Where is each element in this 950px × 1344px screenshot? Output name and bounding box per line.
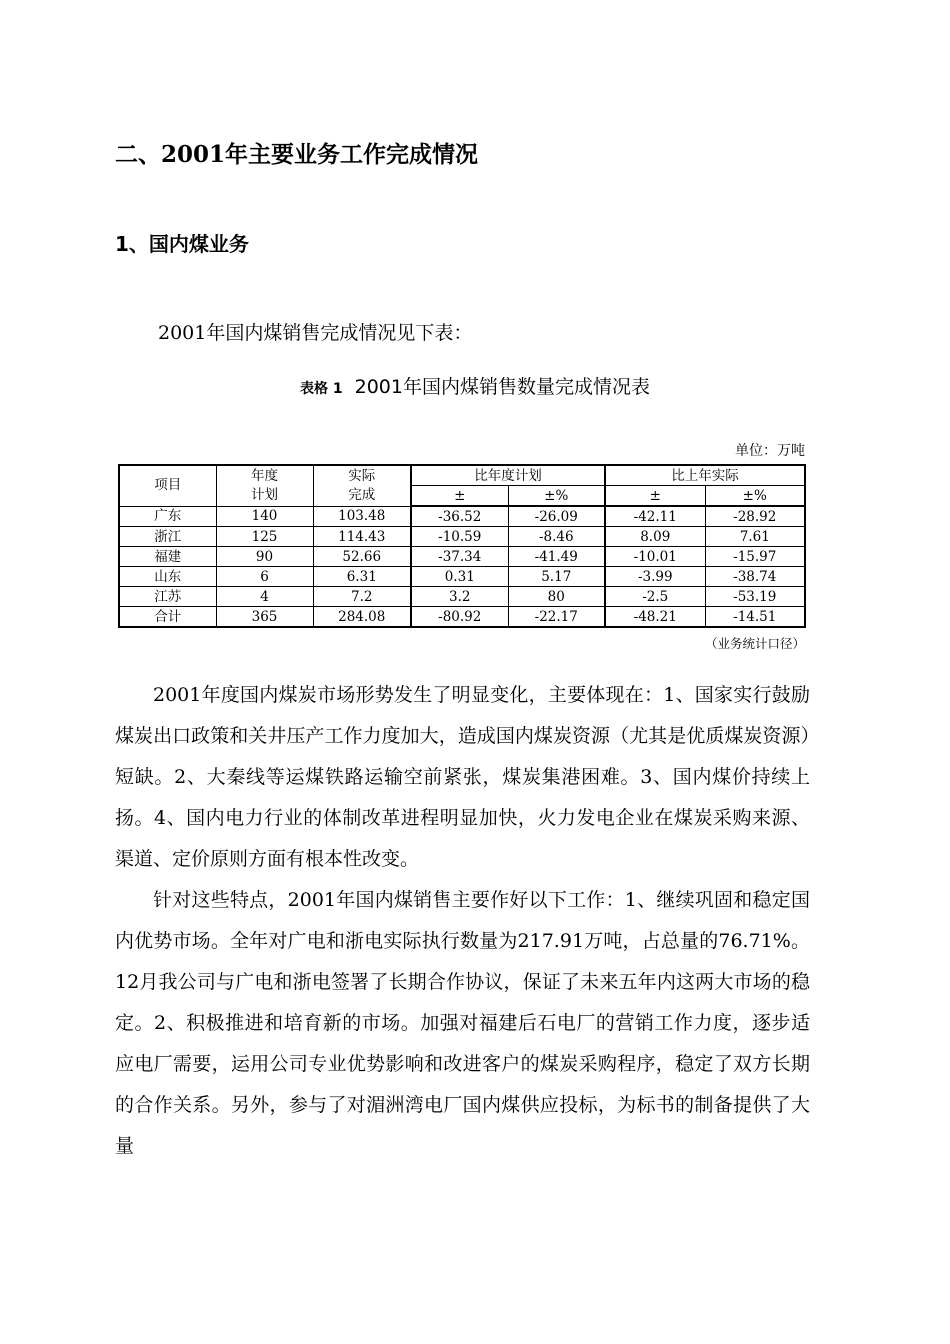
paragraph: 针对这些特点，2001年国内煤销售主要作好以下工作：1、继续巩固和稳定国内优势市场。全年对广电和浙电实际执行数量为217.91万吨，占总量的76.71%。12月我公司与广电和浙电签署了长期合作协议，保证了未来五年内这两大市场的稳定。2、积极推进和培育新的市场。加强对福建后石电厂的营销工作力度，逐步适应电厂需要，运用公司专业优势影响和改进客户的煤炭采购程序，稳定了双方长期的合作关系。另外，参与了对湄洲湾电厂国内煤供应投标，为标书的制备提供了大量 [115,889,810,1157]
table-caption-label: 表格 1 [300,381,343,397]
row-label-cell: 山东 [119,567,216,587]
header-pm: ± [605,486,705,507]
table-cell: -48.21 [605,607,705,628]
table-cell: -28.92 [705,506,805,527]
unit-label: 单位：万吨 [735,443,805,459]
table-cell: 284.08 [313,607,411,628]
header-pm: ± [411,486,508,507]
header-pm-pct: ±% [705,486,805,507]
row-label-cell: 浙江 [119,527,216,547]
table-cell: -36.52 [411,506,508,527]
table-cell: 6 [216,567,313,587]
table-row [119,607,805,628]
table-cell: -80.92 [411,607,508,628]
table-cell: -8.46 [508,527,605,547]
row-label-cell: 广东 [119,506,216,527]
table-cell: -10.59 [411,527,508,547]
body-text [115,675,810,1167]
table-cell: 125 [216,527,313,547]
table-cell: -22.17 [508,607,605,628]
header-pm-pct: ±% [508,486,605,507]
header-vs-last-year: 比上年实际 [605,465,805,486]
table-cell: 365 [216,607,313,628]
section-heading: 二、2001年主要业务工作完成情况 [115,141,479,168]
table-row [119,547,805,567]
table-row [119,587,805,607]
table-cell: 7.2 [313,587,411,607]
table-cell: 8.09 [605,527,705,547]
paragraph: 2001年度国内煤炭市场形势发生了明显变化，主要体现在：1、国家实行鼓励煤炭出口政策和关井压产工作力度加大，造成国内煤炭资源（尤其是优质煤炭资源）短缺。2、大秦线等运煤铁路运输空前紧张，煤炭集港困难。3、国内煤价持续上扬。4、国内电力行业的体制改革进程明显加快，火力发电企业在煤炭采购来源、渠道、定价原则方面有根本性改变。 [115,684,810,870]
table-cell: 114.43 [313,527,411,547]
table-caption [0,372,950,399]
table-cell: -41.49 [508,547,605,567]
table-cell: -37.34 [411,547,508,567]
table-cell: -3.99 [605,567,705,587]
table-cell: -38.74 [705,567,805,587]
intro-text: 2001年国内煤销售完成情况见下表： [158,322,473,344]
table-caption-title: 2001年国内煤销售数量完成情况表 [354,376,650,398]
table-cell: -42.11 [605,506,705,527]
table-cell: 5.17 [508,567,605,587]
header-plan: 年度 计划 [216,465,313,506]
table-cell: 4 [216,587,313,607]
table-cell: 140 [216,506,313,527]
subsection-heading: 1、国内煤业务 [115,232,249,256]
source-note: （业务统计口径） [704,636,805,651]
table-row [119,506,805,527]
table-row [119,527,805,547]
table-cell: 6.31 [313,567,411,587]
header-actual: 实际 完成 [313,465,411,506]
header-vs-plan: 比年度计划 [411,465,605,486]
table-cell: -15.97 [705,547,805,567]
table-cell: 103.48 [313,506,411,527]
sales-table [118,464,806,628]
table-cell: 90 [216,547,313,567]
table-cell: 52.66 [313,547,411,567]
header-item: 项目 [119,465,216,506]
table-cell: -2.5 [605,587,705,607]
table-cell: -26.09 [508,506,605,527]
row-label-cell: 福建 [119,547,216,567]
table-row [119,567,805,587]
row-label-cell: 合计 [119,607,216,628]
table-cell: -10.01 [605,547,705,567]
table-cell: 3.2 [411,587,508,607]
table-cell: -53.19 [705,587,805,607]
table-cell: 80 [508,587,605,607]
table-cell: -14.51 [705,607,805,628]
row-label-cell: 江苏 [119,587,216,607]
table-cell: 0.31 [411,567,508,587]
table-cell: 7.61 [705,527,805,547]
